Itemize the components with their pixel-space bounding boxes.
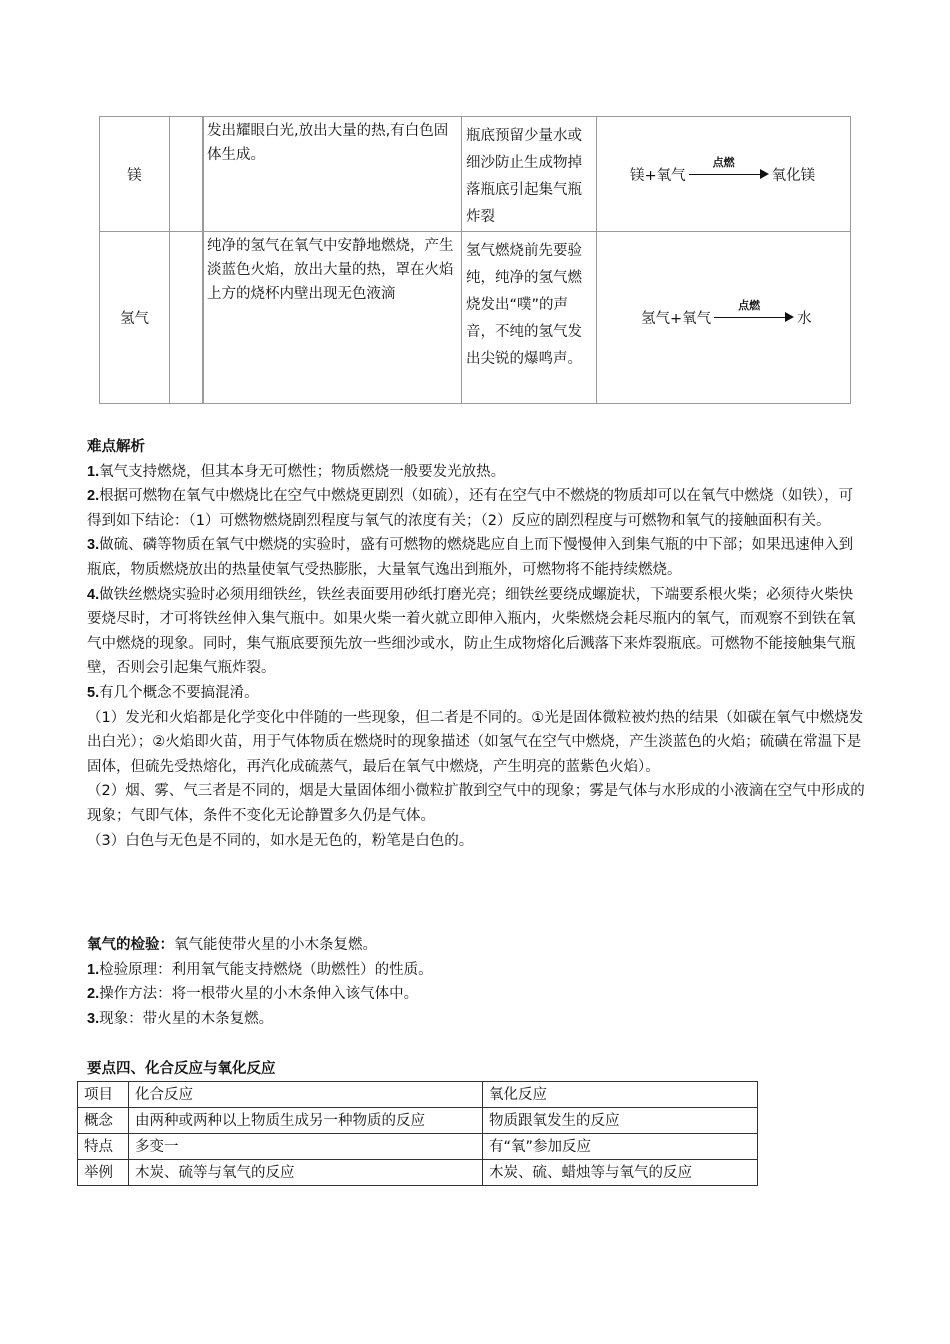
table-cell: 多变一	[129, 1134, 483, 1160]
table-row	[78, 1160, 758, 1186]
table-cell: 举例	[78, 1160, 129, 1186]
header-cell: 项目	[78, 1082, 129, 1108]
table-row	[100, 117, 851, 232]
analysis-sub: （2）烟、雾、气三者是不同的，烟是大量固体细小微粒扩散到空气中的现象；雾是气体与水形成的小液滴在空气中形成的现象；气即气体，条件不变化无论静置多久仍是气体。	[87, 783, 865, 824]
equation-right: 氧化镁	[771, 167, 816, 184]
table-cell: 木炭、硫等与氧气的反应	[129, 1160, 483, 1186]
equation-cell	[597, 232, 851, 404]
notes-cell: 氢气燃烧前先要验纯，纯净的氢气燃烧发出“噗”的声音，不纯的氢气发出尖锐的爆鸣声。	[462, 232, 597, 404]
table-row	[78, 1108, 758, 1134]
equation-right: 水	[797, 311, 812, 327]
analysis-sub: （3）白色与无色是不同的，如水是无色的，粉笔是白色的。	[87, 832, 474, 849]
analysis-sub: （1）发光和火焰都是化学变化中伴随的一些现象，但二者是不同的。①光是固体微粒被灼热的结果（如碳在氧气中燃烧发出白光）；②火焰即火苗，用于气体物质在燃烧时的现象描述（如氢气在空气中燃烧，产生淡蓝色的火焰；硫磺在常温下是固体，但硫先受热熔化，再汽化成硫蒸气，最后在氧气中燃烧，产生明亮的蓝紫色火焰）。	[87, 709, 864, 775]
table-cell: 木炭、硫、蜡烛等与氧气的反应	[483, 1160, 758, 1186]
table-cell: 有“氧”参加反应	[483, 1134, 758, 1160]
reaction-arrow-icon	[689, 155, 769, 180]
equation-cell	[597, 117, 851, 232]
empty-cell	[170, 232, 204, 404]
notes-cell: 瓶底预留少量水或细沙防止生成物掉落瓶底引起集气瓶炸裂	[462, 117, 597, 232]
reaction-comparison-table	[77, 1081, 758, 1186]
phenomenon-text: 纯净的氢气在氧气中安静地燃烧，产生淡蓝色火焰，放出大量的热，罩在火焰上方的烧杯内壁出现无色液滴	[207, 238, 454, 302]
equation-left: 镁+氧气	[630, 167, 686, 184]
substance-name: 镁	[100, 117, 170, 232]
phenomenon-cell	[203, 232, 462, 404]
test-heading: 氧气的检验：氧气能使带火星的小木条复燃。	[87, 937, 377, 953]
equation-left: 氢气+氧气	[641, 311, 712, 327]
table-cell: 由两种或两种以上物质生成另一种物质的反应	[129, 1108, 483, 1134]
analysis-item: 4.做铁丝燃烧实验时必须用细铁丝，铁丝表面要用砂纸打磨光亮；细铁丝要绕成螺旋状，下端要系根火柴；必须待火柴快要烧尽时，才可将铁丝伸入集气瓶中。如果火柴一着火就立即伸入瓶内，火柴燃烧会耗尽瓶内的氧气，而观察不到铁在氧气中燃烧的现象。同时，集气瓶底要预先放一些细沙或水，防止生成物熔化后溅落下来炸裂瓶底。可燃物不能接触集气瓶壁，否则会引起集气瓶炸裂。	[87, 586, 856, 677]
header-cell: 化合反应	[129, 1082, 483, 1108]
analysis-item: 1.氧气支持燃烧，但其本身无可燃性；物质燃烧一般要发光放热。	[87, 463, 506, 480]
table-header-row	[78, 1082, 758, 1108]
table-row	[100, 232, 851, 404]
reaction-arrow-icon	[714, 299, 794, 323]
header-cell: 氧化反应	[483, 1082, 758, 1108]
analysis-item: 2.根据可燃物在氧气中燃烧比在空气中燃烧更剧烈（如硫），还有在空气中不燃烧的物质却可以在氧气中燃烧（如铁），可得到如下结论：（1）可燃物燃烧剧烈程度与氧气的浓度有关；（2）反应的剧烈程度与可燃物和氧气的接触面积有关。	[87, 488, 854, 529]
table-cell: 概念	[78, 1108, 129, 1134]
reaction-condition: 点燃	[712, 155, 735, 169]
empty-cell	[170, 117, 204, 232]
table-cell: 特点	[78, 1134, 129, 1160]
substance-name: 氢气	[100, 232, 170, 404]
analysis-title: 难点解析	[87, 439, 145, 455]
test-item: 1.检验原理：利用氧气能支持燃烧（助燃性）的性质。	[87, 961, 433, 978]
test-item: 3.现象：带火星的木条复燃。	[87, 1010, 274, 1027]
oxygen-test-section	[87, 933, 867, 1031]
reaction-condition: 点燃	[738, 299, 761, 312]
analysis-item: 5.有几个概念不要搞混淆。	[87, 684, 259, 701]
table-row	[78, 1134, 758, 1160]
analysis-item: 3.做硫、磷等物质在氧气中燃烧的实验时，盛有可燃物的燃烧匙应自上而下慢慢伸入到集气瓶的中下部；如果迅速伸入到瓶底，物质燃烧放出的热量使氧气受热膨胀，大量氧气逸出到瓶外，可燃物将不能持续燃烧。	[87, 537, 854, 578]
phenomenon-cell: 发出耀眼白光,放出大量的热,有白色固体生成。	[203, 117, 462, 232]
table-cell: 物质跟氧发生的反应	[483, 1108, 758, 1134]
section4-title: 要点四、化合反应与氧化反应	[87, 1061, 276, 1077]
combustion-table	[99, 116, 851, 404]
analysis-section	[87, 435, 867, 853]
test-item: 2.操作方法：将一根带火星的小木条伸入该气体中。	[87, 986, 419, 1003]
